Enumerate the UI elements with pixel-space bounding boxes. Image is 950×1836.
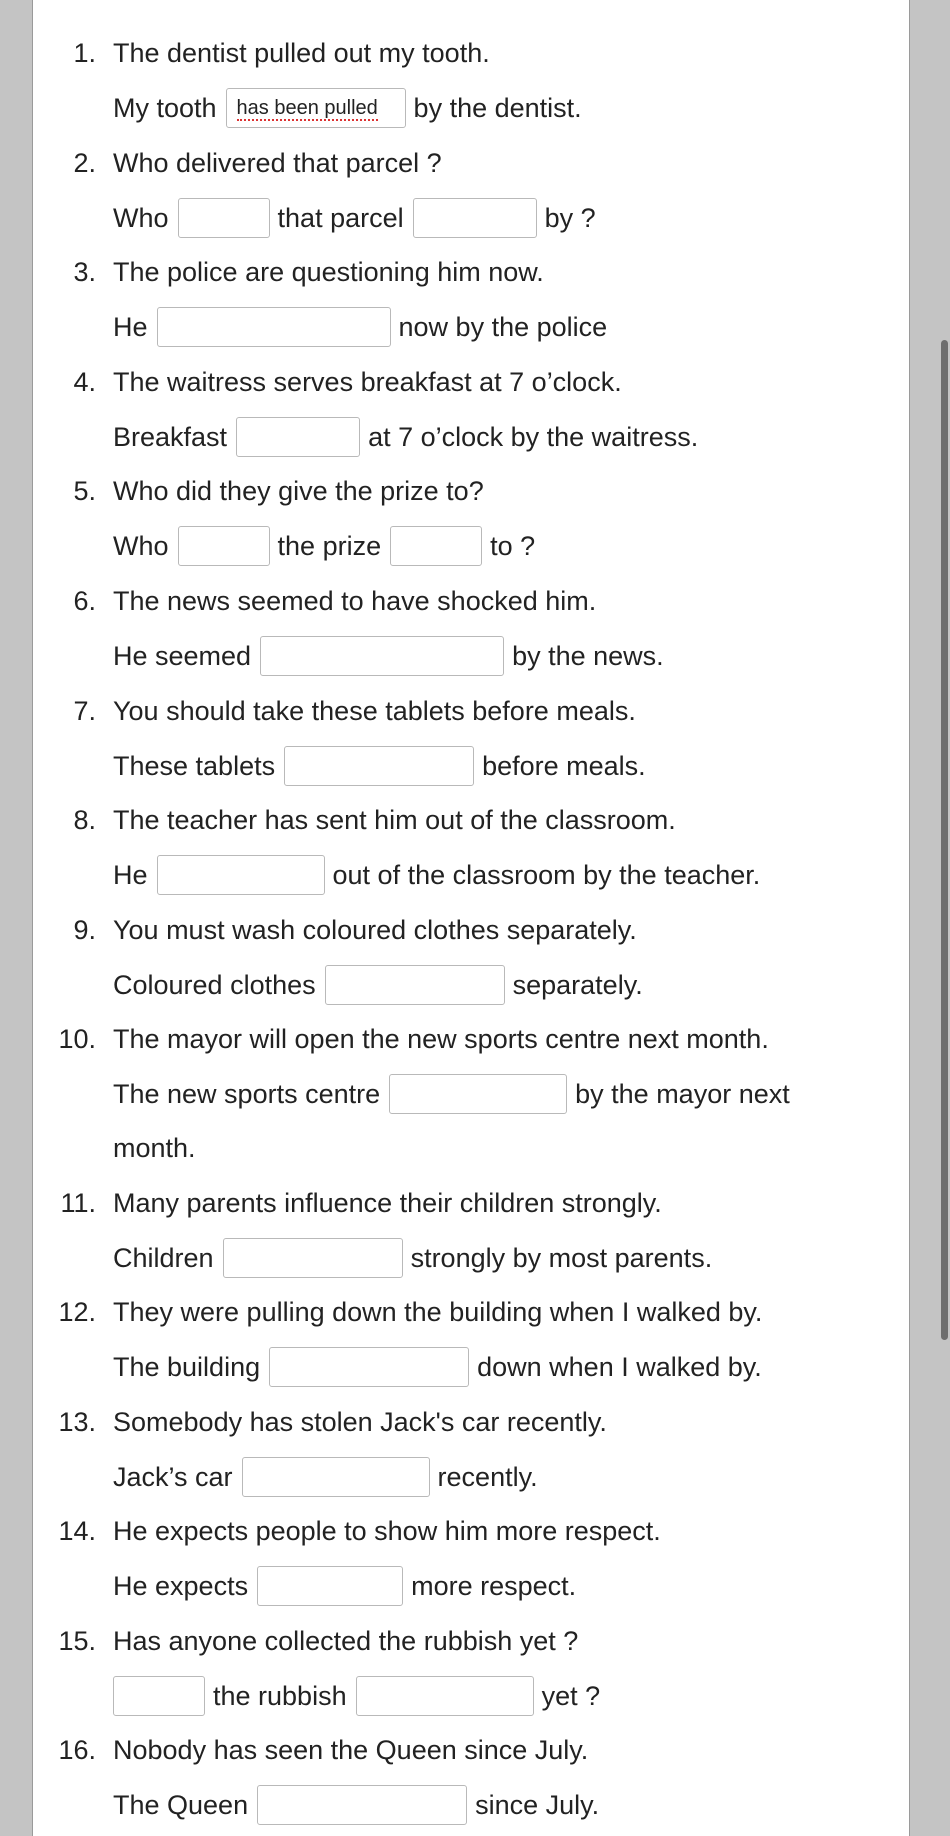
- answer-field[interactable]: [284, 746, 474, 786]
- question-prompt: Nobody has seen the Queen since July.: [113, 1734, 589, 1765]
- answer-before: He seemed: [113, 640, 252, 671]
- answer-before: Children: [113, 1242, 214, 1273]
- answer-field[interactable]: [236, 417, 360, 457]
- answer-after: strongly by most parents.: [410, 1242, 713, 1273]
- question-number: 4.: [73, 367, 96, 397]
- answer-before: The new sports centre: [113, 1078, 381, 1109]
- answer-before: He: [113, 311, 148, 342]
- answer-field[interactable]: [257, 1785, 467, 1825]
- answer-after: at 7 o’clock by the waitress.: [368, 421, 699, 452]
- answer-middle: that parcel: [277, 202, 404, 233]
- answer-after: recently.: [437, 1461, 538, 1492]
- answer-before: Coloured clothes: [113, 969, 316, 1000]
- question-prompt: The waitress serves breakfast at 7 o’clock.: [113, 366, 622, 397]
- answer-middle: the rubbish: [213, 1680, 347, 1711]
- answer-field[interactable]: [356, 1676, 534, 1716]
- answer-before: The Queen: [113, 1789, 249, 1820]
- answer-field[interactable]: [113, 1676, 205, 1716]
- question-number: 9.: [73, 915, 96, 945]
- question-number: 12.: [58, 1297, 96, 1327]
- question-prompt: The teacher has sent him out of the classroom.: [113, 804, 676, 835]
- answer-after: to ?: [490, 530, 536, 561]
- answer-field[interactable]: [390, 526, 482, 566]
- answer-field[interactable]: [325, 965, 505, 1005]
- answer-field[interactable]: [260, 636, 504, 676]
- answer-after: by the news.: [512, 640, 664, 671]
- answer-before: Breakfast: [113, 421, 228, 452]
- answer-field[interactable]: [223, 1238, 403, 1278]
- answer-after: down when I walked by.: [477, 1351, 762, 1382]
- question-prompt: Who did they give the prize to?: [113, 475, 484, 506]
- question-prompt: The police are questioning him now.: [113, 256, 544, 287]
- question-number: 2.: [73, 148, 96, 178]
- question-number: 15.: [58, 1626, 96, 1656]
- question-prompt: Somebody has stolen Jack's car recently.: [113, 1406, 607, 1437]
- question-number: 13.: [58, 1407, 96, 1437]
- question-prompt: The dentist pulled out my tooth.: [113, 37, 490, 68]
- question-prompt: They were pulling down the building when I walked by.: [113, 1296, 763, 1327]
- question-prompt: Who delivered that parcel ?: [113, 147, 442, 178]
- answer-field[interactable]: [413, 198, 537, 238]
- worksheet-page: [32, 0, 910, 1836]
- question-number: 3.: [73, 257, 96, 287]
- answer-before: The building: [113, 1351, 261, 1382]
- answer-before: These tablets: [113, 750, 276, 781]
- answer-field[interactable]: [178, 526, 270, 566]
- question-prompt: You should take these tablets before meals.: [113, 695, 636, 726]
- answer-after: more respect.: [411, 1570, 577, 1601]
- answer-after: out of the classroom by the teacher.: [332, 859, 761, 890]
- answer-middle: the prize: [277, 530, 382, 561]
- question-number: 16.: [58, 1735, 96, 1765]
- answer-field[interactable]: has been pulled: [226, 88, 406, 128]
- question-number: 7.: [73, 696, 96, 726]
- answer-after: by the mayor next: [575, 1078, 790, 1109]
- answer-after: by the dentist.: [413, 92, 582, 123]
- answer-field[interactable]: [389, 1074, 567, 1114]
- question-prompt: You must wash coloured clothes separately.: [113, 914, 637, 945]
- scrollbar-thumb[interactable]: [941, 340, 948, 1340]
- answer-field[interactable]: [242, 1457, 430, 1497]
- answer-after: by ?: [544, 202, 596, 233]
- answer-after: yet ?: [541, 1680, 601, 1711]
- question-number: 5.: [73, 476, 96, 506]
- question-number: 8.: [73, 805, 96, 835]
- answer-after: before meals.: [482, 750, 646, 781]
- answer-field[interactable]: [269, 1347, 469, 1387]
- answer-after: separately.: [512, 969, 643, 1000]
- question-number: 14.: [58, 1516, 96, 1546]
- question-prompt: The mayor will open the new sports centre next month.: [113, 1023, 769, 1054]
- answer-before: He: [113, 859, 148, 890]
- question-prompt: Has anyone collected the rubbish yet ?: [113, 1625, 579, 1656]
- answer-field[interactable]: [178, 198, 270, 238]
- question-number: 6.: [73, 586, 96, 616]
- answer-field[interactable]: [157, 855, 325, 895]
- question-prompt: He expects people to show him more respect.: [113, 1515, 661, 1546]
- answer-field[interactable]: [257, 1566, 403, 1606]
- answer-before: Who: [113, 202, 169, 233]
- answer-before: He expects: [113, 1570, 249, 1601]
- answer-field[interactable]: [157, 307, 391, 347]
- answer-before: Who: [113, 530, 169, 561]
- answer-after: now by the police: [398, 311, 608, 342]
- answer-before: Jack’s car: [113, 1461, 233, 1492]
- answer-after: since July.: [475, 1789, 600, 1820]
- question-prompt: Many parents influence their children strongly.: [113, 1187, 662, 1218]
- question-number: 1.: [73, 38, 96, 68]
- answer-continuation: month.: [113, 1132, 196, 1163]
- question-prompt: The news seemed to have shocked him.: [113, 585, 597, 616]
- question-number: 10.: [58, 1024, 96, 1054]
- question-number: 11.: [60, 1188, 96, 1218]
- answer-before: My tooth: [113, 92, 217, 123]
